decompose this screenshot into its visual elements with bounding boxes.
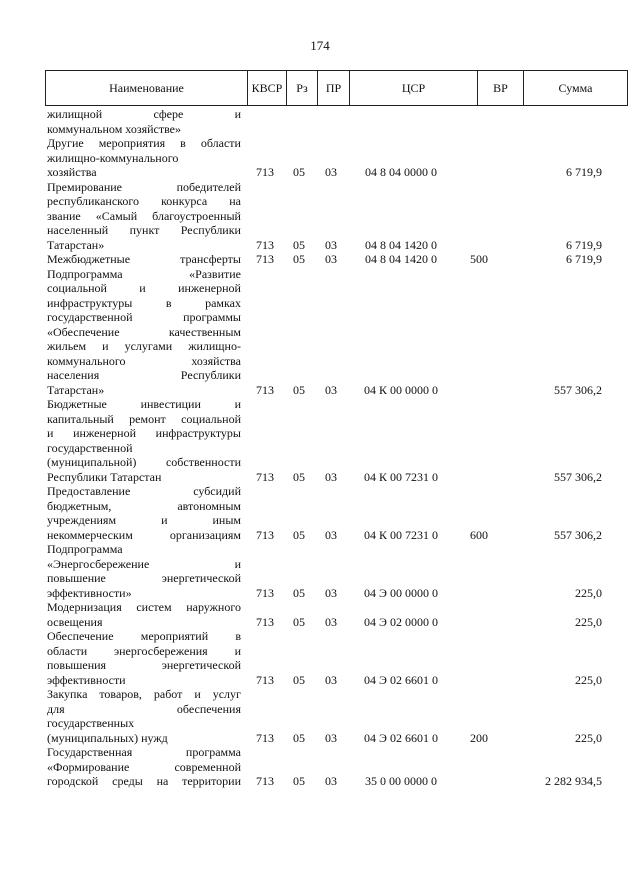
row-sum: 225,0 bbox=[575, 614, 602, 629]
row-name-line: Межбюджетные трансферты bbox=[47, 252, 241, 266]
row-name-line: «Энергосбережение и bbox=[47, 556, 241, 571]
row-vr: 200 bbox=[470, 730, 488, 745]
table-header bbox=[45, 70, 628, 106]
row-sum: 557 306,2 bbox=[554, 382, 602, 397]
row-name-line: Государственная программа bbox=[47, 745, 241, 759]
row-name-line: капитальный ремонт социальной bbox=[47, 411, 241, 426]
row-name-line: Татарстан» bbox=[47, 382, 105, 397]
table-row bbox=[0, 484, 640, 542]
table-row bbox=[0, 267, 640, 398]
row-pr: 03 bbox=[325, 237, 337, 252]
table-row bbox=[0, 136, 640, 180]
row-rz: 05 bbox=[293, 774, 305, 788]
row-name bbox=[47, 180, 241, 253]
row-name-line: Обеспечение мероприятий в bbox=[47, 629, 241, 643]
row-name-line: для обеспечения bbox=[47, 701, 241, 716]
header-csr: ЦСР bbox=[350, 71, 478, 105]
row-kvsr: 713 bbox=[256, 614, 274, 629]
header-kvsr: КВСР bbox=[248, 71, 287, 105]
row-pr: 03 bbox=[325, 730, 337, 745]
row-pr: 03 bbox=[325, 382, 337, 397]
row-csr: 04 Э 00 0000 0 bbox=[364, 585, 438, 600]
row-vr: 600 bbox=[470, 527, 488, 542]
row-name-line: населения Республики bbox=[47, 368, 241, 382]
row-kvsr: 713 bbox=[256, 165, 274, 179]
table-row bbox=[0, 180, 640, 253]
row-rz: 05 bbox=[293, 382, 305, 397]
row-kvsr: 713 bbox=[256, 469, 274, 484]
row-name-line: Подпрограмма «Развитие bbox=[47, 266, 241, 281]
row-sum: 557 306,2 bbox=[554, 527, 602, 542]
row-csr: 35 0 00 0000 0 bbox=[365, 774, 437, 788]
row-name-line: (муниципальной) собственности bbox=[47, 455, 241, 469]
row-name-line: Подпрограмма bbox=[47, 542, 123, 556]
row-sum: 225,0 bbox=[575, 585, 602, 600]
row-name-line: «Формирование современной bbox=[47, 759, 241, 774]
row-rz: 05 bbox=[293, 585, 305, 600]
row-kvsr: 713 bbox=[256, 672, 274, 687]
row-name-line: Модернизация систем наружного bbox=[47, 600, 241, 614]
row-pr: 03 bbox=[325, 469, 337, 484]
row-sum: 2 282 934,5 bbox=[545, 774, 602, 788]
row-rz: 05 bbox=[293, 527, 305, 542]
row-pr: 03 bbox=[325, 527, 337, 542]
row-name-line: коммунальном хозяйстве» bbox=[47, 121, 181, 136]
row-name bbox=[47, 629, 241, 687]
header-name: Наименование bbox=[46, 71, 248, 105]
row-csr: 04 Э 02 6601 0 bbox=[364, 730, 438, 745]
table-row bbox=[0, 629, 640, 687]
table-row bbox=[0, 252, 640, 267]
row-name-line: населенный пункт Республики bbox=[47, 223, 241, 237]
row-rz: 05 bbox=[293, 469, 305, 484]
row-name-line: некоммерческим организациям bbox=[47, 527, 241, 542]
row-sum: 6 719,9 bbox=[566, 252, 602, 266]
row-name-line: эффективности bbox=[47, 672, 126, 687]
table-body bbox=[0, 107, 640, 789]
row-kvsr: 713 bbox=[256, 585, 274, 600]
row-name-line: и инженерной инфраструктуры bbox=[47, 426, 241, 440]
table-row bbox=[0, 745, 640, 789]
row-name bbox=[47, 687, 241, 745]
row-name bbox=[47, 136, 241, 180]
row-pr: 03 bbox=[325, 165, 337, 179]
row-name-line: государственной bbox=[47, 440, 133, 455]
row-name bbox=[47, 745, 241, 789]
row-csr: 04 К 00 7231 0 bbox=[363, 527, 438, 542]
row-kvsr: 713 bbox=[256, 730, 274, 745]
row-rz: 05 bbox=[293, 252, 305, 266]
row-name-line: бюджетным, автономным bbox=[47, 498, 241, 513]
row-name-line: Бюджетные инвестиции и bbox=[47, 397, 241, 411]
row-name-line: городской среды на территории bbox=[47, 774, 241, 788]
row-name bbox=[47, 107, 241, 136]
row-sum: 6 719,9 bbox=[566, 165, 602, 179]
row-rz: 05 bbox=[293, 672, 305, 687]
row-kvsr: 713 bbox=[256, 527, 274, 542]
row-rz: 05 bbox=[293, 237, 305, 252]
row-pr: 03 bbox=[325, 614, 337, 629]
header-vr: ВР bbox=[478, 71, 524, 105]
row-csr: 04 К 00 0000 0 bbox=[363, 382, 438, 397]
row-csr: 04 8 04 0000 0 bbox=[365, 165, 437, 179]
row-name-line: Татарстан» bbox=[47, 237, 105, 252]
row-kvsr: 713 bbox=[256, 382, 274, 397]
row-name-line: жильем и услугами жилищно- bbox=[47, 339, 241, 353]
row-pr: 03 bbox=[325, 252, 337, 266]
row-name bbox=[47, 600, 241, 629]
table-row bbox=[0, 107, 640, 136]
row-kvsr: 713 bbox=[256, 252, 274, 266]
row-name-line: коммунального хозяйства bbox=[47, 353, 241, 368]
row-name-line: учреждениям и иным bbox=[47, 513, 241, 527]
row-pr: 03 bbox=[325, 672, 337, 687]
table-row bbox=[0, 600, 640, 629]
row-name-line: Закупка товаров, работ и услуг bbox=[47, 687, 241, 701]
page-number: 174 bbox=[310, 38, 330, 53]
row-rz: 05 bbox=[293, 165, 305, 179]
row-csr: 04 К 00 7231 0 bbox=[363, 469, 438, 484]
row-csr: 04 8 04 1420 0 bbox=[365, 252, 437, 266]
table-row bbox=[0, 397, 640, 484]
row-name-line: освещения bbox=[47, 614, 103, 629]
row-rz: 05 bbox=[293, 730, 305, 745]
row-name-line: Премирование победителей bbox=[47, 179, 241, 194]
row-name bbox=[47, 397, 241, 484]
row-rz: 05 bbox=[293, 614, 305, 629]
row-name bbox=[47, 267, 241, 398]
row-vr: 500 bbox=[470, 252, 488, 266]
row-sum: 6 719,9 bbox=[566, 237, 602, 252]
row-sum: 557 306,2 bbox=[554, 469, 602, 484]
row-pr: 03 bbox=[325, 585, 337, 600]
row-name-line: Предоставление субсидий bbox=[47, 484, 241, 498]
row-name-line: Другие мероприятия в области bbox=[47, 136, 241, 150]
header-rz: Рз bbox=[287, 71, 318, 105]
row-name-line: «Обеспечение качественным bbox=[47, 324, 241, 339]
row-sum: 225,0 bbox=[575, 730, 602, 745]
row-name-line: жилищной сфере и bbox=[47, 107, 241, 121]
row-pr: 03 bbox=[325, 774, 337, 788]
row-name-line: социальной и инженерной bbox=[47, 281, 241, 295]
row-csr: 04 Э 02 0000 0 bbox=[364, 614, 438, 629]
row-name bbox=[47, 252, 241, 267]
row-csr: 04 8 04 1420 0 bbox=[365, 237, 437, 252]
header-pr: ПР bbox=[318, 71, 350, 105]
row-name-line: инфраструктуры в рамках bbox=[47, 295, 241, 310]
row-csr: 04 Э 02 6601 0 bbox=[364, 672, 438, 687]
row-kvsr: 713 bbox=[256, 237, 274, 252]
row-sum: 225,0 bbox=[575, 672, 602, 687]
row-name-line: государственных bbox=[47, 716, 135, 730]
table-row bbox=[0, 542, 640, 600]
row-name-line: эффективности» bbox=[47, 585, 132, 600]
row-name-line: звание «Самый благоустроенный bbox=[47, 208, 241, 223]
row-name-line: области энергосбережения и bbox=[47, 643, 241, 658]
header-sum: Сумма bbox=[558, 80, 593, 95]
table-row bbox=[0, 687, 640, 745]
row-name-line: повышение энергетической bbox=[47, 571, 241, 585]
row-name-line: Республики Татарстан bbox=[47, 469, 162, 484]
row-name-line: хозяйства bbox=[47, 165, 97, 179]
row-name-line: (муниципальных) нужд bbox=[47, 730, 168, 745]
row-name bbox=[47, 484, 241, 542]
row-kvsr: 713 bbox=[256, 774, 274, 788]
row-name-line: повышения энергетической bbox=[47, 658, 241, 672]
row-name bbox=[47, 542, 241, 600]
row-name-line: жилищно-коммунального bbox=[47, 150, 179, 165]
row-name-line: государственной программы bbox=[47, 310, 241, 324]
row-name-line: республиканского конкурса на bbox=[47, 194, 241, 208]
